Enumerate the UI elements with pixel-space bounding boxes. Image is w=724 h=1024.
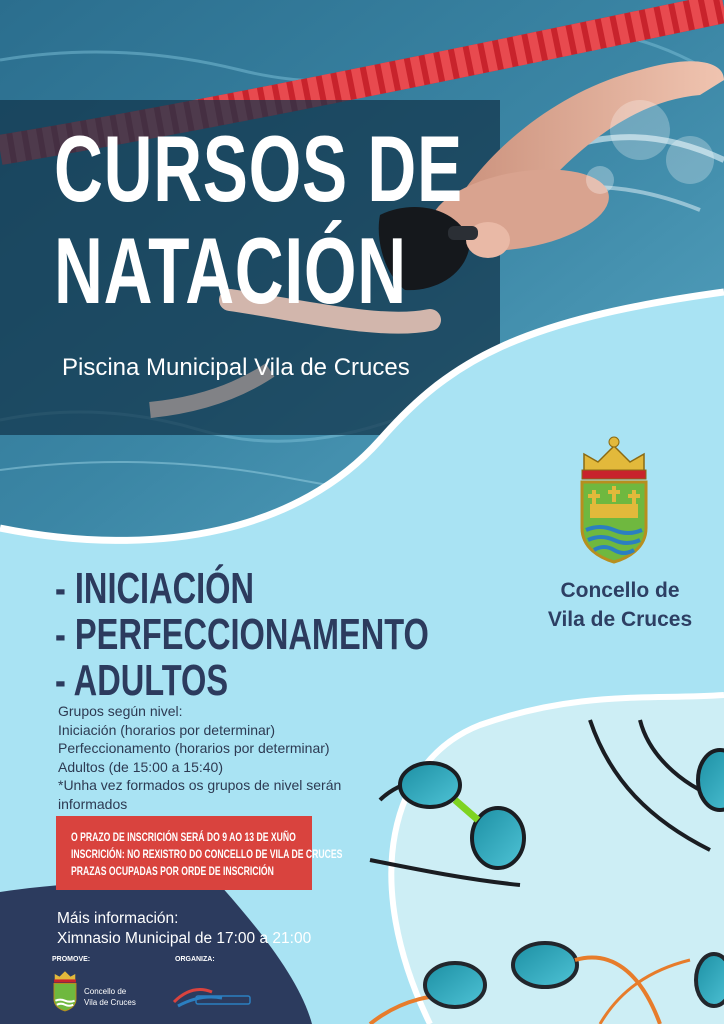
details-line: Adultos (de 15:00 a 15:40) — [58, 758, 224, 775]
organizer-logo-icon — [172, 982, 254, 1008]
promove-label: PROMOVE: — [52, 956, 91, 963]
details-line: Iniciación (horarios por determinar) — [58, 721, 276, 738]
more-info — [57, 909, 311, 949]
schedule-details — [58, 702, 341, 813]
level-item: - PERFECCIONAMENTO — [55, 610, 429, 659]
title-line-2: NATACIÓN — [54, 218, 407, 323]
organiza-label: ORGANIZA: — [175, 956, 215, 963]
footer-concello-line-1: Concello de — [84, 987, 127, 996]
subtitle: Piscina Municipal Vila de Cruces — [62, 354, 410, 381]
course-levels — [55, 566, 560, 704]
more-info-line: Ximnasio Municipal de 17:00 a 21:00 — [57, 930, 312, 947]
notice-line: PRAZAS OCUPADAS POR ORDE DE INSCRICIÓN — [71, 864, 274, 878]
notice-line: O PRAZO DE INSCRICIÓN SERÁ DO 9 AO 13 DE XUÑO — [71, 830, 296, 844]
level-item: - INICIACIÓN — [55, 564, 254, 613]
notice-line: INSCRICIÓN: NO REXISTRO DO CONCELLO DE VILA DE CRUCES — [71, 847, 343, 861]
more-info-label: Máis información: — [57, 910, 179, 927]
footer-concello-name — [84, 986, 136, 1008]
footer-concello-line-2: Vila de Cruces — [84, 998, 136, 1007]
details-line: Perfeccionamento (horarios por determinar) — [58, 740, 330, 756]
level-item: - ADULTOS — [55, 656, 229, 705]
page-title — [54, 118, 463, 322]
registration-notice — [56, 816, 343, 890]
coat-of-arms-icon — [576, 432, 652, 564]
details-line: informados — [58, 795, 128, 812]
title-line-1: CURSOS DE — [54, 116, 463, 221]
footer-coat-of-arms-icon — [52, 966, 78, 1012]
details-line: Grupos según nivel: — [58, 703, 183, 719]
details-line: *Unha vez formados os grupos de nivel serán — [58, 777, 342, 793]
concello-line-1: Concello de — [560, 579, 680, 602]
concello-line-2: Vila de Cruces — [547, 608, 693, 631]
